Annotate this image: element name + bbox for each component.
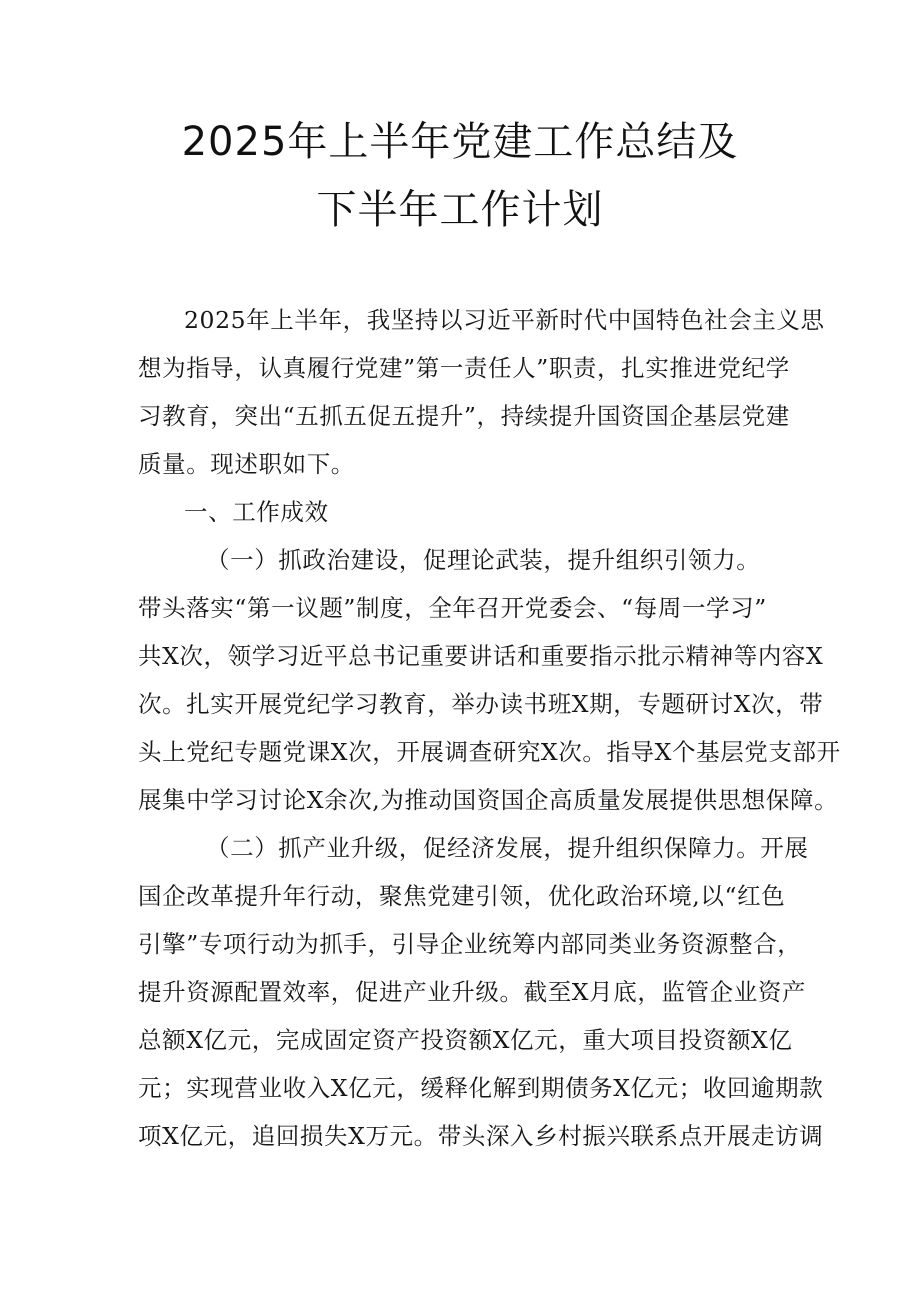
document-title-line-2: 下半年工作计划 [316,187,604,233]
paragraph-2-line-2: 引擎”专项行动为抓手，引导企业统筹内部同类业务资源整合， [138,930,802,958]
paragraph-intro-line-4: 质量。现述职如下。 [138,450,355,478]
paragraph-1-line-2: 共X次，领学习近平总书记重要讲话和重要指示批示精神等内容X [138,642,824,670]
section-heading: 一、工作成效 [184,498,329,526]
subsection-heading-2: （二）抓产业升级，促经济发展，提升组织保障力。开展 [206,834,809,862]
paragraph-1-line-1: 带头落实“第一议题”制度，全年召开党委会、“每周一学习” [138,594,767,622]
paragraph-1-line-3: 次。扎实开展党纪学习教育，举办读书班X期，专题研讨X次，带 [138,690,824,718]
paragraph-1-line-4: 头上党纪专题党课X次，开展调查研究X次。指导X个基层党支部开 [138,738,841,766]
paragraph-2-line-1: 国企改革提升年行动，聚焦党建引领，优化政治环境,以“红色 [138,882,786,910]
paragraph-intro-line-2: 想为指导，认真履行党建”第一责任人”职责，扎实推进党纪学 [138,354,790,382]
paragraph-2-line-5: 元；实现营业收入X亿元，缓释化解到期债务X亿元；收回逾期款 [138,1074,824,1102]
paragraph-2-line-6: 项X亿元，追回损失X万元。带头深入乡村振兴联系点开展走访调 [138,1122,824,1150]
paragraph-2-line-4: 总额X亿元，完成固定资产投资额X亿元，重大项目投资额X亿 [138,1026,793,1054]
paragraph-intro-line-1: 2025年上半年，我坚持以习近平新时代中国特色社会主义思 [184,306,825,334]
document-title-line-1: 2025年上半年党建工作总结及 [181,119,739,165]
paragraph-2-line-3: 提升资源配置效率，促进产业升级。截至X月底，监管企业资产 [138,978,807,1006]
subsection-heading-1: （一）抓政治建设，促理论武装，提升组织引领力。 [206,546,761,574]
paragraph-intro-line-3: 习教育，突出“五抓五促五提升”，持续提升国资国企基层党建 [138,402,790,430]
paragraph-1-line-5: 展集中学习讨论X余次,为推动国资国企高质量发展提供思想保障。 [138,786,839,814]
